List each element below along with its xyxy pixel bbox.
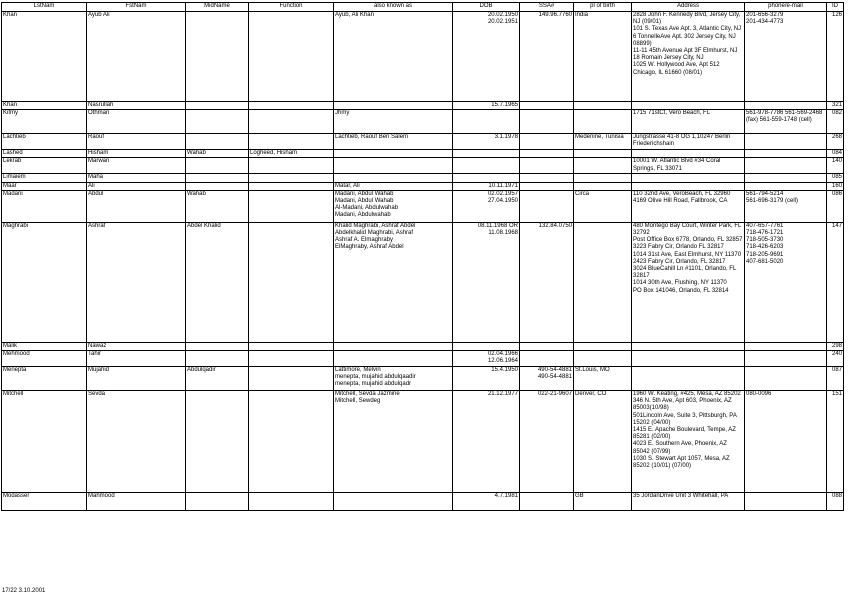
table-cell xyxy=(453,174,520,182)
table-cell: 022-21-9607 xyxy=(520,391,574,493)
table-cell xyxy=(574,150,632,158)
table-cell: India xyxy=(574,12,632,102)
header-row xyxy=(2,3,844,12)
table-cell: Limaiem xyxy=(2,174,87,182)
table-cell xyxy=(249,12,334,102)
table-cell xyxy=(249,182,334,190)
table-cell xyxy=(520,190,574,222)
table-cell xyxy=(186,342,249,350)
table-cell xyxy=(249,102,334,110)
table-cell xyxy=(632,342,745,350)
table-row xyxy=(2,12,844,102)
table-cell: Tahir xyxy=(87,351,186,367)
table-cell xyxy=(520,351,574,367)
table-cell xyxy=(186,110,249,134)
table-cell: Khan xyxy=(2,102,87,110)
table-row xyxy=(2,174,844,182)
table-cell: 4.7.1981 xyxy=(453,493,520,511)
table-cell: Abdulqadir xyxy=(186,367,249,391)
table-cell xyxy=(520,110,574,134)
table-cell xyxy=(745,150,827,158)
table-cell xyxy=(453,150,520,158)
table-cell xyxy=(745,158,827,174)
table-row xyxy=(2,134,844,150)
table-cell: Madani xyxy=(2,190,87,222)
table-cell: Khan xyxy=(2,12,87,102)
table-cell: Kifmy xyxy=(2,110,87,134)
table-cell: 088 xyxy=(827,493,844,511)
table-cell xyxy=(249,174,334,182)
table-cell: Nasrullah xyxy=(87,102,186,110)
table-cell xyxy=(186,174,249,182)
table-cell xyxy=(520,342,574,350)
col-header: pl of birth xyxy=(574,3,632,12)
table-cell: Abdel Khalid xyxy=(186,222,249,342)
table-cell: Ali xyxy=(87,182,186,190)
table-cell xyxy=(745,342,827,350)
table-cell xyxy=(520,150,574,158)
table-cell: Malik xyxy=(2,342,87,350)
table-row xyxy=(2,182,844,190)
table-cell: 490-54-4881 490-54-4881 xyxy=(520,367,574,391)
table-cell xyxy=(632,367,745,391)
table-cell xyxy=(186,493,249,511)
table-cell: 3.1.1978 xyxy=(453,134,520,150)
table-cell: 126 xyxy=(827,12,844,102)
table-cell xyxy=(186,12,249,102)
table-cell xyxy=(249,110,334,134)
table-cell: 132.84.0750 xyxy=(520,222,574,342)
table-row xyxy=(2,391,844,493)
table-cell: 2828 John F. Kennedy Blvd, Jersey City, NJ (09/01) 101 S. Texas Ave Apt. 3, Atlantic City, NJ 6 TonnelleAve Apt. 302 Jersey City, NJ 08899) 11-11 45th Avenue Apt 3F Elmhurst, NJ 18 Romain Jersey City, NJ 1025 W. Hollywood Ave, Apt 512 Chicago, IL 61660 (08/01) xyxy=(632,12,745,102)
table-cell xyxy=(186,158,249,174)
table-cell xyxy=(632,351,745,367)
table-cell xyxy=(249,342,334,350)
table-cell: Modasser xyxy=(2,493,87,511)
table-cell: 02.04.1966 12.06.1964 xyxy=(453,351,520,367)
table-cell: Raouf xyxy=(87,134,186,150)
table-cell: Medenine, Tunisia xyxy=(574,134,632,150)
table-cell xyxy=(745,102,827,110)
table-cell: Maha xyxy=(87,174,186,182)
col-header: Address xyxy=(632,3,745,12)
records-table xyxy=(1,2,844,511)
table-cell: Abdul xyxy=(87,190,186,222)
col-header: SSA# xyxy=(520,3,574,12)
table-cell xyxy=(249,367,334,391)
table-row xyxy=(2,102,844,110)
col-header: FstNam xyxy=(87,3,186,12)
table-cell: 15.4.1950 xyxy=(453,367,520,391)
col-header: MidName xyxy=(186,3,249,12)
table-cell xyxy=(249,134,334,150)
table-cell xyxy=(186,182,249,190)
table-cell xyxy=(574,174,632,182)
table-cell: 082 xyxy=(827,110,844,134)
table-cell: Mehmood xyxy=(2,351,87,367)
table-cell xyxy=(745,351,827,367)
table-cell: Lachtieb, Raouf Ben Salem xyxy=(334,134,453,150)
table-row xyxy=(2,190,844,222)
table-cell: Menepta xyxy=(2,367,87,391)
table-cell: 08.11.1968 OR 11.08.1968 xyxy=(453,222,520,342)
table-cell: Maar xyxy=(2,182,87,190)
table-cell xyxy=(520,134,574,150)
table-cell xyxy=(574,110,632,134)
table-cell: Denver, CO xyxy=(574,391,632,493)
table-cell: 085 xyxy=(827,174,844,182)
table-cell: Madani, Abdul Wahab Madani, Abdul Wahab Al-Madani, Abdulwahab Madani, Abdulwahab xyxy=(334,190,453,222)
table-cell xyxy=(574,182,632,190)
table-cell: 1715 71stCt, Vero Beach, FL xyxy=(632,110,745,134)
page-footer: 17/22 3.10.2001 xyxy=(2,588,46,594)
table-cell xyxy=(249,391,334,493)
table-cell xyxy=(745,134,827,150)
table-cell xyxy=(453,342,520,350)
table-cell: 080-0096 xyxy=(745,391,827,493)
table-cell: 110 32nd Ave, VeroBeach, FL 32960 4169 Olive Hill Road, Fallbrook, CA xyxy=(632,190,745,222)
table-cell: 02.02.1957 27.04.1950 xyxy=(453,190,520,222)
table-cell xyxy=(334,493,453,511)
table-cell xyxy=(520,158,574,174)
table-row xyxy=(2,342,844,350)
table-cell: 160 xyxy=(827,182,844,190)
table-cell xyxy=(249,190,334,222)
table-cell: 561-978-7786 561-569-2468 (fax) 561-559-1748 (cell) xyxy=(745,110,827,134)
table-cell xyxy=(745,174,827,182)
table-cell: Wahab xyxy=(186,150,249,158)
table-cell: 10001 W. Atlantic Blvd #34 Coral Springs, FL 33071 xyxy=(632,158,745,174)
table-cell xyxy=(334,102,453,110)
table-cell: Khalid Maghrabi, Ashraf Abdel Abdelkhalid Maghrabi, Ashraf Ashraf A. Elmaghraby ElMaghraby, Ashraf Abdel xyxy=(334,222,453,342)
table-cell: Mitchell xyxy=(2,391,87,493)
table-cell: Hisham xyxy=(87,150,186,158)
table-cell: 407-657-7761 718-476-1721 718-505-3730 718-426-6203 718-205-9691 407-681-5020 xyxy=(745,222,827,342)
table-cell: Lashed xyxy=(2,150,87,158)
table-cell: Marwan xyxy=(87,158,186,174)
table-cell xyxy=(186,391,249,493)
table-row xyxy=(2,367,844,391)
table-cell xyxy=(186,351,249,367)
table-cell xyxy=(632,174,745,182)
table-cell xyxy=(249,158,334,174)
table-row xyxy=(2,351,844,367)
table-cell: 087 xyxy=(827,367,844,391)
col-header: also known as xyxy=(334,3,453,12)
table-cell: Mahmood xyxy=(87,493,186,511)
col-header: phone/e-mail xyxy=(745,3,827,12)
table-cell: Mujahid xyxy=(87,367,186,391)
table-cell xyxy=(520,174,574,182)
table-cell: 480 Montego Bay Court, Winter Park, FL 32792 Post Office Box 6778, Orlando, FL 32857 3223 Fabry Cir, Orlando FL 32817 1014 31st Ave, East Elmhurst, NY 11370 2423 Fabry Cir, Orlando, FL 32817 3024 BlueCahill Ln #1101, Orlando, FL 32817 1014 30th Ave, Flushing, NY 11370 PO Box 141046, Orlando, FL 32814 xyxy=(632,222,745,342)
col-header: LstNam xyxy=(2,3,87,12)
col-header: Function xyxy=(249,3,334,12)
table-cell xyxy=(520,182,574,190)
table-cell: GB xyxy=(574,493,632,511)
table-cell: Sevda xyxy=(87,391,186,493)
table-cell xyxy=(520,493,574,511)
table-cell: Ayub Ali xyxy=(87,12,186,102)
table-cell: 147 xyxy=(827,222,844,342)
table-cell: Ayub, Ali Khan xyxy=(334,12,453,102)
table-cell: Wahab xyxy=(186,190,249,222)
col-header: DOB xyxy=(453,3,520,12)
table-cell xyxy=(334,351,453,367)
table-cell xyxy=(745,493,827,511)
table-cell xyxy=(249,222,334,342)
table-cell xyxy=(745,367,827,391)
table-cell: 321 xyxy=(827,102,844,110)
table-cell: Mitchell, Sevda Jazmine Mitchell, Sewdeg xyxy=(334,391,453,493)
table-cell xyxy=(334,150,453,158)
table-cell xyxy=(574,342,632,350)
table-body xyxy=(2,12,844,511)
table-cell: 149.96.7760 xyxy=(520,12,574,102)
table-row xyxy=(2,493,844,511)
table-cell xyxy=(574,222,632,342)
table-cell xyxy=(186,102,249,110)
table-cell: Circa xyxy=(574,190,632,222)
table-row xyxy=(2,150,844,158)
table-cell xyxy=(574,351,632,367)
table-cell: 268 xyxy=(827,134,844,150)
table-cell xyxy=(334,158,453,174)
table-cell: 298 xyxy=(827,342,844,350)
table-cell: Logheed, Hisham xyxy=(249,150,334,158)
table-cell: 201-656-3279 201-434-4773 xyxy=(745,12,827,102)
table-cell: Lekrab xyxy=(2,158,87,174)
table-cell xyxy=(520,102,574,110)
table-cell xyxy=(632,150,745,158)
table-cell: Lattimore, Melvin menepta, mujahid abdulqaadir menepta, mujahid abdulqadr xyxy=(334,367,453,391)
table-cell xyxy=(745,182,827,190)
table-cell: Jhmy xyxy=(334,110,453,134)
table-cell: 240 xyxy=(827,351,844,367)
table-cell: Ashraf xyxy=(87,222,186,342)
table-row xyxy=(2,222,844,342)
table-cell: Othman xyxy=(87,110,186,134)
table-cell: 086 xyxy=(827,190,844,222)
table-cell: 20.02.1950 20.02.1951 xyxy=(453,12,520,102)
table-cell: 561-794-5214 561-696-3179 (cell) xyxy=(745,190,827,222)
table-cell xyxy=(632,182,745,190)
table-cell: 15.7.1965 xyxy=(453,102,520,110)
table-cell xyxy=(249,351,334,367)
table-cell: 140 xyxy=(827,158,844,174)
table-row xyxy=(2,110,844,134)
table-cell xyxy=(334,342,453,350)
table-cell: Matar, Ali xyxy=(334,182,453,190)
table-cell xyxy=(632,102,745,110)
table-cell: Jungstrasse 41-8 OG 1,10247 Berlin Friederichshain xyxy=(632,134,745,150)
table-cell xyxy=(453,110,520,134)
table-cell xyxy=(249,493,334,511)
table-row xyxy=(2,158,844,174)
table-cell: St.Louis, MO xyxy=(574,367,632,391)
table-cell: 35 JordanDrive Unit 3 Whitehall, PA xyxy=(632,493,745,511)
col-header: ID xyxy=(827,3,844,12)
table-cell: 151 xyxy=(827,391,844,493)
table-cell: 10.11.1971 xyxy=(453,182,520,190)
table-cell: 1960 W. Keating, #425, Mesa, AZ 85202 346 N. 5th Ave, Apt 603, Phoenix, AZ 85003(10/98) 501Lincoln Ave, Suite 3, Pittsburgh, PA 15202 (04/00) 1415 E. Apache Boulevard, Tempe, AZ 85281 (02/00) 4023 E. Southern Ave, Phoenix, AZ 85042 (07/99) 1030 S. Stewart Apt 1057, Mesa, AZ 85202 (10/01) (07/00) xyxy=(632,391,745,493)
table-cell: Nawaz xyxy=(87,342,186,350)
table-cell xyxy=(453,158,520,174)
table-cell xyxy=(334,174,453,182)
table-cell: 084 xyxy=(827,150,844,158)
table-cell xyxy=(574,102,632,110)
table-cell: 21.12.1977 xyxy=(453,391,520,493)
table-cell: Lachtieb xyxy=(2,134,87,150)
table-cell xyxy=(186,134,249,150)
table-cell: Maghrabi xyxy=(2,222,87,342)
table-cell xyxy=(574,158,632,174)
